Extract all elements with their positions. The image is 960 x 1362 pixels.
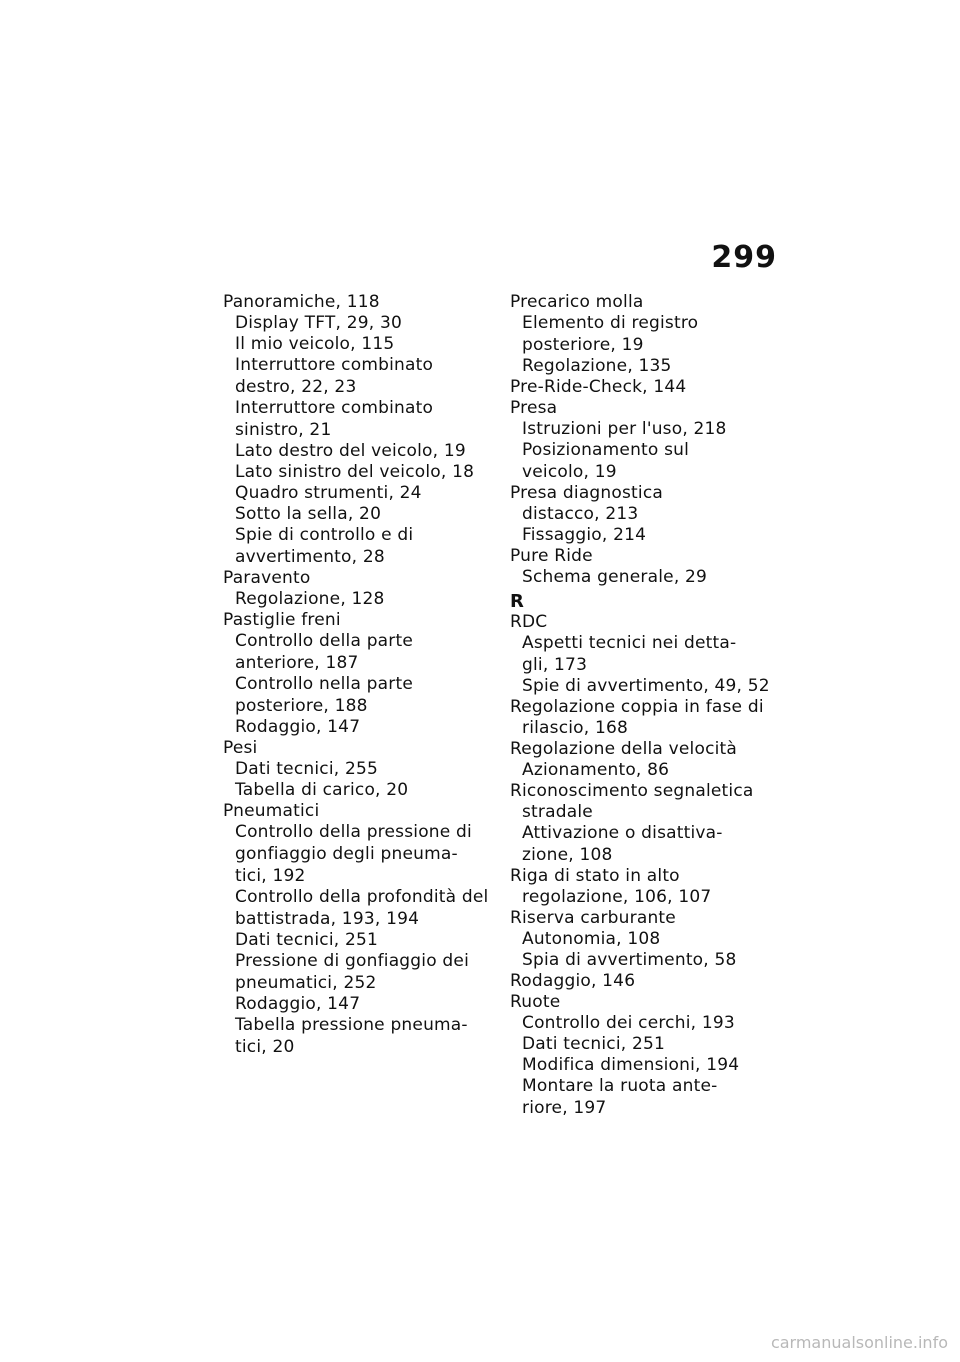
index-subentry: Elemento di registro bbox=[522, 313, 699, 333]
index-subentry: Controllo della pressione di bbox=[235, 822, 472, 842]
index-subentry: Controllo della parte bbox=[235, 631, 414, 651]
index-entry: Paravento bbox=[223, 568, 311, 588]
index-entry: Regolazione della velocità bbox=[510, 739, 738, 759]
index-section-letter: R bbox=[510, 591, 524, 612]
index-subentry: Attivazione o disattiva- bbox=[522, 823, 723, 843]
index-subentry: Controllo nella parte bbox=[235, 674, 414, 694]
index-subentry: Spia di avvertimento, 58 bbox=[522, 950, 737, 970]
index-subentry: Rodaggio, 147 bbox=[235, 717, 361, 737]
index-entry: Presa diagnostica bbox=[510, 483, 664, 503]
watermark-text: carmanualsonline.info bbox=[770, 1333, 948, 1352]
index-entry-continuation: sinistro, 21 bbox=[235, 420, 332, 440]
index-subentry: Quadro strumenti, 24 bbox=[235, 483, 422, 503]
index-entry: Riserva carburante bbox=[510, 908, 676, 928]
index-entry: Riconoscimento segnaletica bbox=[510, 781, 754, 801]
index-entry-continuation: veicolo, 19 bbox=[522, 462, 617, 482]
index-entry-continuation: posteriore, 188 bbox=[235, 696, 368, 716]
index-subentry: Tabella di carico, 20 bbox=[235, 780, 409, 800]
index-subentry: Controllo della profondità del bbox=[235, 887, 489, 907]
index-subentry: Fissaggio, 214 bbox=[522, 525, 647, 545]
index-entry-continuation: zione, 108 bbox=[522, 845, 613, 865]
index-entry: Precarico molla bbox=[510, 292, 644, 312]
page-number: 299 bbox=[711, 240, 777, 275]
index-entry-continuation: gli, 173 bbox=[522, 655, 588, 675]
index-entry: RDC bbox=[510, 612, 548, 632]
index-subentry: Schema generale, 29 bbox=[522, 567, 708, 587]
index-entry-continuation: pneumatici, 252 bbox=[235, 973, 377, 993]
index-entry-continuation: anteriore, 187 bbox=[235, 653, 359, 673]
index-subentry: Autonomia, 108 bbox=[522, 929, 661, 949]
index-entry-continuation: battistrada, 193, 194 bbox=[235, 909, 420, 929]
index-subentry: Dati tecnici, 251 bbox=[522, 1034, 665, 1054]
index-column-left bbox=[223, 292, 493, 1058]
index-subentry: Posizionamento sul bbox=[522, 440, 690, 460]
index-entry: Pure Ride bbox=[510, 546, 593, 566]
index-subentry: Modifica dimensioni, 194 bbox=[522, 1055, 740, 1075]
index-entry: Panoramiche, 118 bbox=[223, 292, 380, 312]
index-subentry: Lato sinistro del veicolo, 18 bbox=[235, 462, 475, 482]
index-subentry: Regolazione, 128 bbox=[235, 589, 385, 609]
index-entry-continuation: gonfiaggio degli pneuma- bbox=[235, 844, 458, 864]
index-subentry: Regolazione, 135 bbox=[522, 356, 672, 376]
index-subentry: Pressione di gonfiaggio dei bbox=[235, 951, 469, 971]
index-subentry: Interruttore combinato bbox=[235, 398, 434, 418]
index-subentry: rilascio, 168 bbox=[522, 718, 629, 738]
index-entry-continuation: destro, 22, 23 bbox=[235, 377, 357, 397]
index-entry-continuation: avvertimento, 28 bbox=[235, 547, 385, 567]
index-subentry: Aspetti tecnici nei detta- bbox=[522, 633, 737, 653]
index-subentry: Azionamento, 86 bbox=[522, 760, 670, 780]
index-subentry: regolazione, 106, 107 bbox=[522, 887, 712, 907]
index-subentry: Sotto la sella, 20 bbox=[235, 504, 382, 524]
index-subentry: Il mio veicolo, 115 bbox=[235, 334, 395, 354]
index-subentry: Controllo dei cerchi, 193 bbox=[522, 1013, 735, 1033]
index-subentry: Tabella pressione pneuma- bbox=[235, 1015, 468, 1035]
index-entry: Riga di stato in alto bbox=[510, 866, 680, 886]
index-subentry: Dati tecnici, 251 bbox=[235, 930, 378, 950]
index-subentry: distacco, 213 bbox=[522, 504, 639, 524]
index-entry: Pesi bbox=[223, 738, 258, 758]
index-subentry: Interruttore combinato bbox=[235, 355, 434, 375]
index-subentry: Dati tecnici, 255 bbox=[235, 759, 378, 779]
index-subentry: Spie di avvertimento, 49, 52 bbox=[522, 676, 770, 696]
index-entry: Presa bbox=[510, 398, 558, 418]
index-entry-continuation: riore, 197 bbox=[522, 1098, 607, 1118]
index-column-right bbox=[510, 292, 770, 1119]
index-subentry: Spie di controllo e di bbox=[235, 525, 414, 545]
index-subentry: stradale bbox=[522, 802, 593, 822]
index-entry-continuation: tici, 20 bbox=[235, 1037, 295, 1057]
index-entry: Pastiglie freni bbox=[223, 610, 341, 630]
index-entry: Regolazione coppia in fase di bbox=[510, 697, 764, 717]
index-entry: Pre-Ride-Check, 144 bbox=[510, 377, 687, 397]
index-entry-continuation: posteriore, 19 bbox=[522, 335, 644, 355]
index-entry: Pneumatici bbox=[223, 801, 320, 821]
index-subentry: Rodaggio, 147 bbox=[235, 994, 361, 1014]
index-subentry: Lato destro del veicolo, 19 bbox=[235, 441, 466, 461]
index-entry-continuation: tici, 192 bbox=[235, 866, 306, 886]
index-entry: Rodaggio, 146 bbox=[510, 971, 636, 991]
index-subentry: Montare la ruota ante- bbox=[522, 1076, 718, 1096]
index-entry: Ruote bbox=[510, 992, 561, 1012]
index-subentry: Display TFT, 29, 30 bbox=[235, 313, 402, 333]
index-subentry: Istruzioni per l'uso, 218 bbox=[522, 419, 727, 439]
